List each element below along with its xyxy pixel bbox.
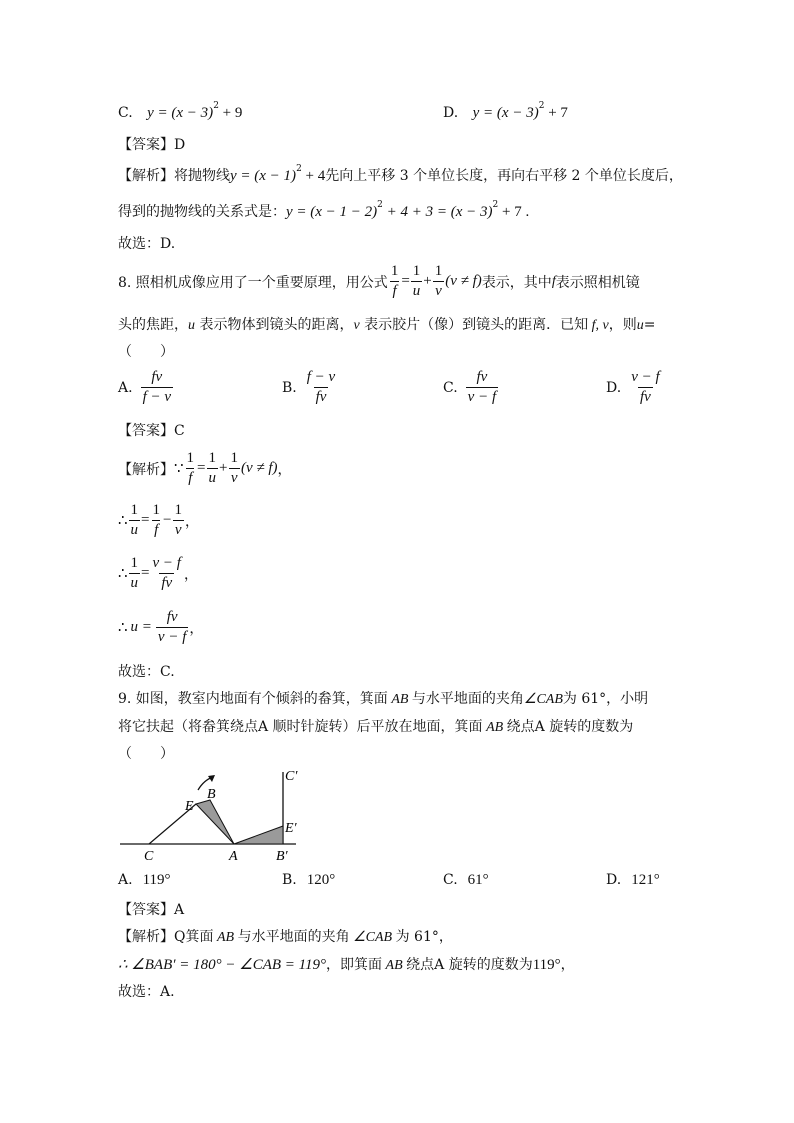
q8-option-b: B. $\frac{f - v}{fv}$ xyxy=(282,369,336,405)
q9-conclusion: 故选：A. xyxy=(118,984,175,1000)
q7-conclusion: 故选：D. xyxy=(118,236,176,252)
q8-stem-line2: 头的焦距，u 表示物体到镜头的距离，v 表示胶片（像）到镜头的距离．已知 f, v，则u= xyxy=(118,317,656,333)
q8-option-a: A. $\frac{fv}{f - v}$ xyxy=(118,369,172,405)
q9-option-b: B. 120° xyxy=(282,872,336,888)
q8-analysis-step3: ∴ $\frac{1}{u}$ = $\frac{v - f}{fv}$ ， xyxy=(118,555,198,591)
label-E: E xyxy=(185,799,194,814)
label-C: C xyxy=(144,849,154,864)
q8-analysis-step1: 【解析】 ∵ $\frac{1}{f}$ = $\frac{1}{u}$ + $\frac{1}{v}$ (v ≠ f) ， xyxy=(118,450,292,486)
q8-analysis-step4: ∴ u = $\frac{fv}{v - f}$ ， xyxy=(118,609,204,645)
q7-analysis-line1: 【解析】将抛物线$y = (x - 1)^2 + 4$先向上平移 3 个单位长度，再向右平移 2 个单位长度后， xyxy=(118,164,683,184)
q9-option-c: C. 61° xyxy=(443,872,489,888)
q7-option-c: C. $y = (x - 3)^2 + 9$ xyxy=(118,101,243,121)
q8-blank: （ ） xyxy=(118,344,174,360)
q9-stem-line1: 9. 如图，教室内地面有个倾斜的畚箕，箕面 AB 与水平地面的夹角∠CAB为 61°，小明 xyxy=(118,691,649,707)
q8-option-c: C. $\frac{fv}{v - f}$ xyxy=(443,369,497,405)
q7-analysis-line2: 得到的抛物线的关系式是：$y = (x - 1 - 2)^2 + 4 + 3 = (x - 3)^2 + 7$ . xyxy=(118,200,530,220)
label-C-prime: C′ xyxy=(285,769,298,784)
q9-analysis-line1: 【解析】Q箕面 AB 与水平地面的夹角 ∠CAB 为 61°， xyxy=(118,929,453,945)
label-B: B xyxy=(207,787,216,802)
q8-answer: 【答案】C xyxy=(118,423,185,439)
q9-option-d: D. 121° xyxy=(606,872,660,888)
q9-blank: （ ） xyxy=(118,746,174,762)
q8-analysis-step2: ∴ $\frac{1}{u}$ = $\frac{1}{f}$ − $\frac{1}{v}$ ， xyxy=(118,502,199,538)
q8-option-d: D. $\frac{v - f}{fv}$ xyxy=(606,369,660,405)
q9-analysis-line2: ∴ ∠BAB′ = 180° − ∠CAB = 119°，即箕面 AB 绕点A 旋转的度数为119°， xyxy=(118,957,575,973)
q9-stem-line2: 将它扶起（将畚箕绕点A 顺时针旋转）后平放在地面，箕面 AB 绕点A 旋转的度数为 xyxy=(118,719,634,735)
q9-option-a: A. 119° xyxy=(118,872,171,888)
q7-option-d: D. $y = (x - 3)^2 + 7$ xyxy=(443,101,568,121)
q9-answer: 【答案】A xyxy=(118,902,185,918)
q8-conclusion: 故选：C. xyxy=(118,664,175,680)
label-A: A xyxy=(229,849,238,864)
label-E-prime: E′ xyxy=(285,821,297,836)
formula-frac-1-v: $\frac{1}{v}$ xyxy=(434,263,443,299)
label-B-prime: B′ xyxy=(276,849,288,864)
dustpan-rotation-figure xyxy=(118,764,318,864)
q8-stem-line1: 8. 照相机成像应用了一个重要原理，用公式 $\frac{1}{f}$ = $\frac{1}{u}$ + $\frac{1}{v}$ (v ≠ f) 表示，其中 f 表示照相机镜 xyxy=(118,263,640,299)
formula-frac-1-u: $\frac{1}{u}$ xyxy=(412,263,421,299)
q7-answer: 【答案】D xyxy=(118,137,186,153)
formula-frac-1-f: $\frac{1}{f}$ xyxy=(390,263,399,299)
